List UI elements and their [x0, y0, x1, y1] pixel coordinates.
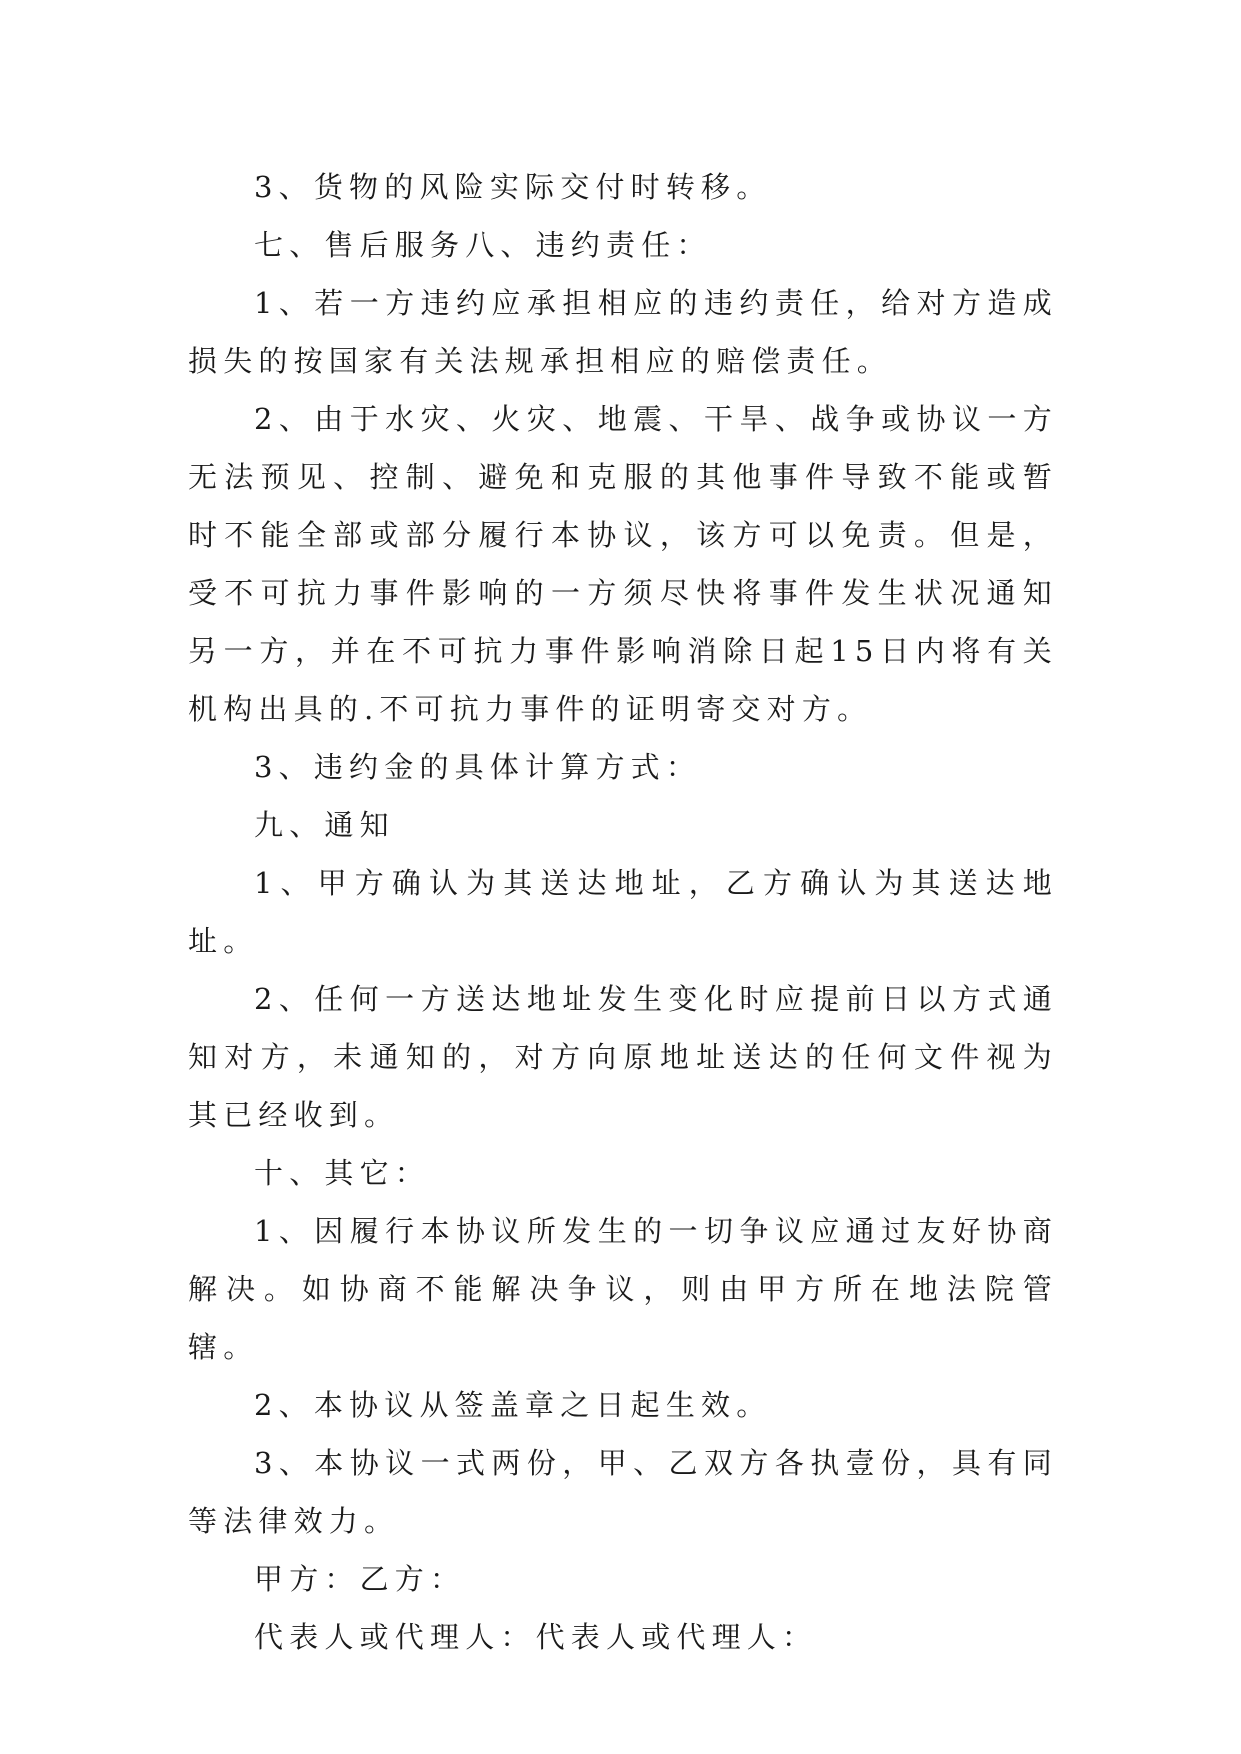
signature-representatives: 代表人或代理人：代表人或代理人： — [254, 1620, 818, 1654]
clause-risk-transfer: 3、货物的风险实际交付时转移。 — [254, 170, 772, 204]
clause-notice-address: 1、甲方确认为其送达地址，乙方确认为其送达地址。 — [188, 866, 1058, 958]
signature-parties: 甲方：乙方： — [254, 1562, 466, 1596]
clause-dispute-resolution: 1、因履行本协议所发生的一切争议应通过友好协商解决。如协商不能解决争议，则由甲方所在地法院管辖。 — [188, 1214, 1058, 1364]
clause-effective-date: 2、本协议从签盖章之日起生效。 — [254, 1388, 772, 1422]
section-heading-other: 十、其它： — [254, 1156, 431, 1190]
clause-force-majeure: 2、由于水灾、火灾、地震、干旱、战争或协议一方无法预见、控制、避免和克服的其他事件导致不能或暂时不能全部或部分履行本协议，该方可以免责。但是，受不可抗力事件影响的一方须尽快将事件发生状况通知另一方，并在不可抗力事件影响消除日起15日内将有关机构出具的.不可抗力事件的证明寄交对方。 — [188, 402, 1058, 726]
clause-breach-liability: 1、若一方违约应承担相应的违约责任，给对方造成损失的按国家有关法规承担相应的赔偿责任。 — [188, 286, 1058, 378]
document-body — [188, 158, 1058, 1666]
section-heading-after-sales-breach: 七、售后服务八、违约责任： — [254, 228, 712, 262]
clause-penalty-calculation: 3、违约金的具体计算方式： — [254, 750, 702, 784]
clause-address-change: 2、任何一方送达地址发生变化时应提前日以方式通知对方，未通知的，对方向原地址送达的任何文件视为其已经收到。 — [188, 982, 1058, 1132]
section-heading-notice: 九、通知 — [254, 808, 395, 842]
clause-copies: 3、本协议一式两份，甲、乙双方各执壹份，具有同等法律效力。 — [188, 1446, 1058, 1538]
